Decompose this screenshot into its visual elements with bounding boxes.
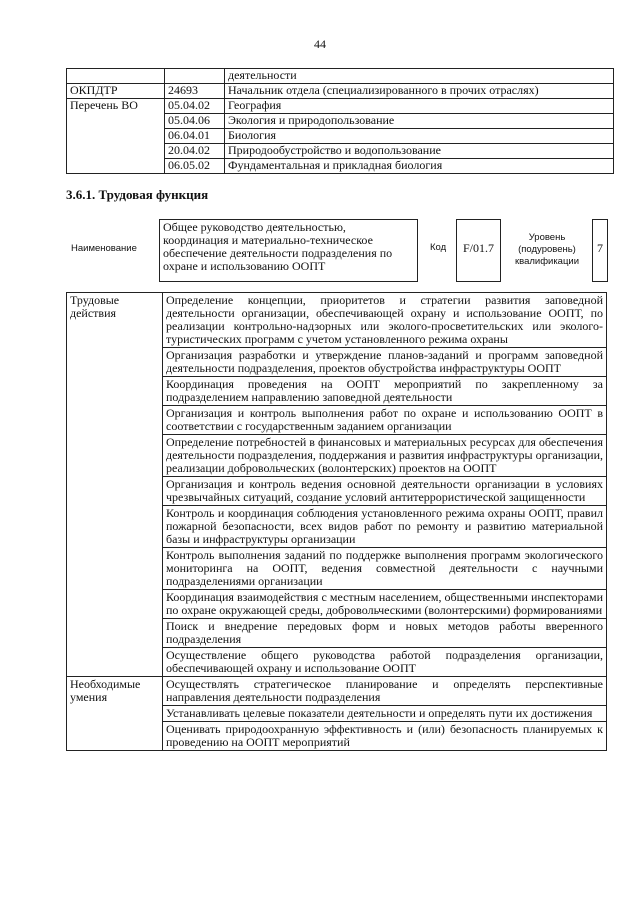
- code-label: Код: [430, 242, 447, 253]
- labor-action-item: Контроль и координация соблюдения установленного режима охраны ООПТ, правил пожарной безопасности, всех видов работ по ремонту и развитию материальной базы и инфраструктуры организации: [163, 506, 607, 548]
- skill-item: Осуществлять стратегическое планирование и определять перспективные направления деятельности подразделения: [163, 677, 607, 706]
- table-row: [67, 69, 614, 84]
- name-label: Наименование: [71, 243, 137, 254]
- table-row: [67, 84, 614, 99]
- class-title-cell: Природообустройство и водопользование: [225, 144, 614, 159]
- skill-item: Устанавливать целевые показатели деятельности и определять пути их достижения: [163, 706, 607, 722]
- class-title-cell: деятельности: [225, 69, 614, 84]
- labor-action-item: Координация проведения на ООПТ мероприятий по закрепленному за подразделением направлению заповедной деятельности: [163, 377, 607, 406]
- class-name-cell: Перечень ВО: [67, 99, 165, 174]
- labor-action-item: Контроль выполнения заданий по поддержке выполнения программ экологического мониторинга на ООПТ, ведения совместной деятельности с научными подразделениями организации: [163, 548, 607, 590]
- class-name-cell: ОКПДТР: [67, 84, 165, 99]
- skills-category: Необходимые умения: [67, 677, 163, 751]
- class-title-cell: Экология и природопользование: [225, 114, 614, 129]
- classification-table: [66, 68, 614, 174]
- table-row: [67, 99, 614, 114]
- labor-function-table: [66, 292, 607, 751]
- section-title: 3.6.1. Трудовая функция: [66, 187, 209, 202]
- class-title-cell: Биология: [225, 129, 614, 144]
- labor-action-item: Организация разработки и утверждение планов-заданий и программ заповедной деятельности подразделения, проектов обустройства инфраструктуры ООПТ: [163, 348, 607, 377]
- class-title-cell: Фундаментальная и прикладная биология: [225, 159, 614, 174]
- function-name-box: Общее руководство деятельностью, координация и материально-техническое обеспечение деятельности подразделения по охране и использованию ООПТ: [159, 219, 418, 282]
- class-title-cell: Начальник отдела (специализированного в прочих отраслях): [225, 84, 614, 99]
- level-label: Уровень (подуровень) квалификации: [514, 232, 580, 267]
- class-code-cell: 06.05.02: [165, 159, 225, 174]
- labor-action-item: Поиск и внедрение передовых форм и новых методов работы вверенного подразделения: [163, 619, 607, 648]
- class-code-cell: 05.04.02: [165, 99, 225, 114]
- class-code-cell: 06.04.01: [165, 129, 225, 144]
- labor-action-item: Определение потребностей в финансовых и материальных ресурсах для обеспечения деятельности подразделения, поддержания и развития инфраструктуры организации, реализации добровольческих (волонтерских) проектов на ООПТ: [163, 435, 607, 477]
- labor-action-item: Осуществление общего руководства работой подразделения организации, обеспечивающей охрану и использование ООПТ: [163, 648, 607, 677]
- class-name-cell: [67, 69, 165, 84]
- labor-action-item: Организация и контроль ведения основной деятельности организации в условиях чрезвычайных ситуаций, создание условий антитеррористической защищенности: [163, 477, 607, 506]
- labor-action-item: Координация взаимодействия с местным населением, общественными инспекторами по охране окружающей среды, добровольческими (волонтерскими) формированиями: [163, 590, 607, 619]
- class-code-cell: 20.04.02: [165, 144, 225, 159]
- labor-actions-category: Трудовые действия: [67, 293, 163, 677]
- class-title-cell: География: [225, 99, 614, 114]
- class-code-cell: 05.04.06: [165, 114, 225, 129]
- skill-item: Оценивать природоохранную эффективность и (или) безопасность планируемых к проведению на ООПТ мероприятий: [163, 722, 607, 751]
- level-value-box: 7: [592, 219, 608, 282]
- table-row: [67, 293, 607, 348]
- labor-action-item: Определение концепции, приоритетов и стратегии развития заповедной деятельности организации, обеспечивающей охрану и использование ООПТ, по реализации контрольно-надзорных или эколого-просветительских или эколого-туристических программ с учетом установленного режима охраны: [163, 293, 607, 348]
- labor-action-item: Организация и контроль выполнения работ по охране и использованию ООПТ в соответствии с государственным заданием организации: [163, 406, 607, 435]
- table-row: [67, 677, 607, 706]
- page-number: 44: [314, 37, 326, 51]
- function-code-box: F/01.7: [456, 219, 501, 282]
- class-code-cell: [165, 69, 225, 84]
- class-code-cell: 24693: [165, 84, 225, 99]
